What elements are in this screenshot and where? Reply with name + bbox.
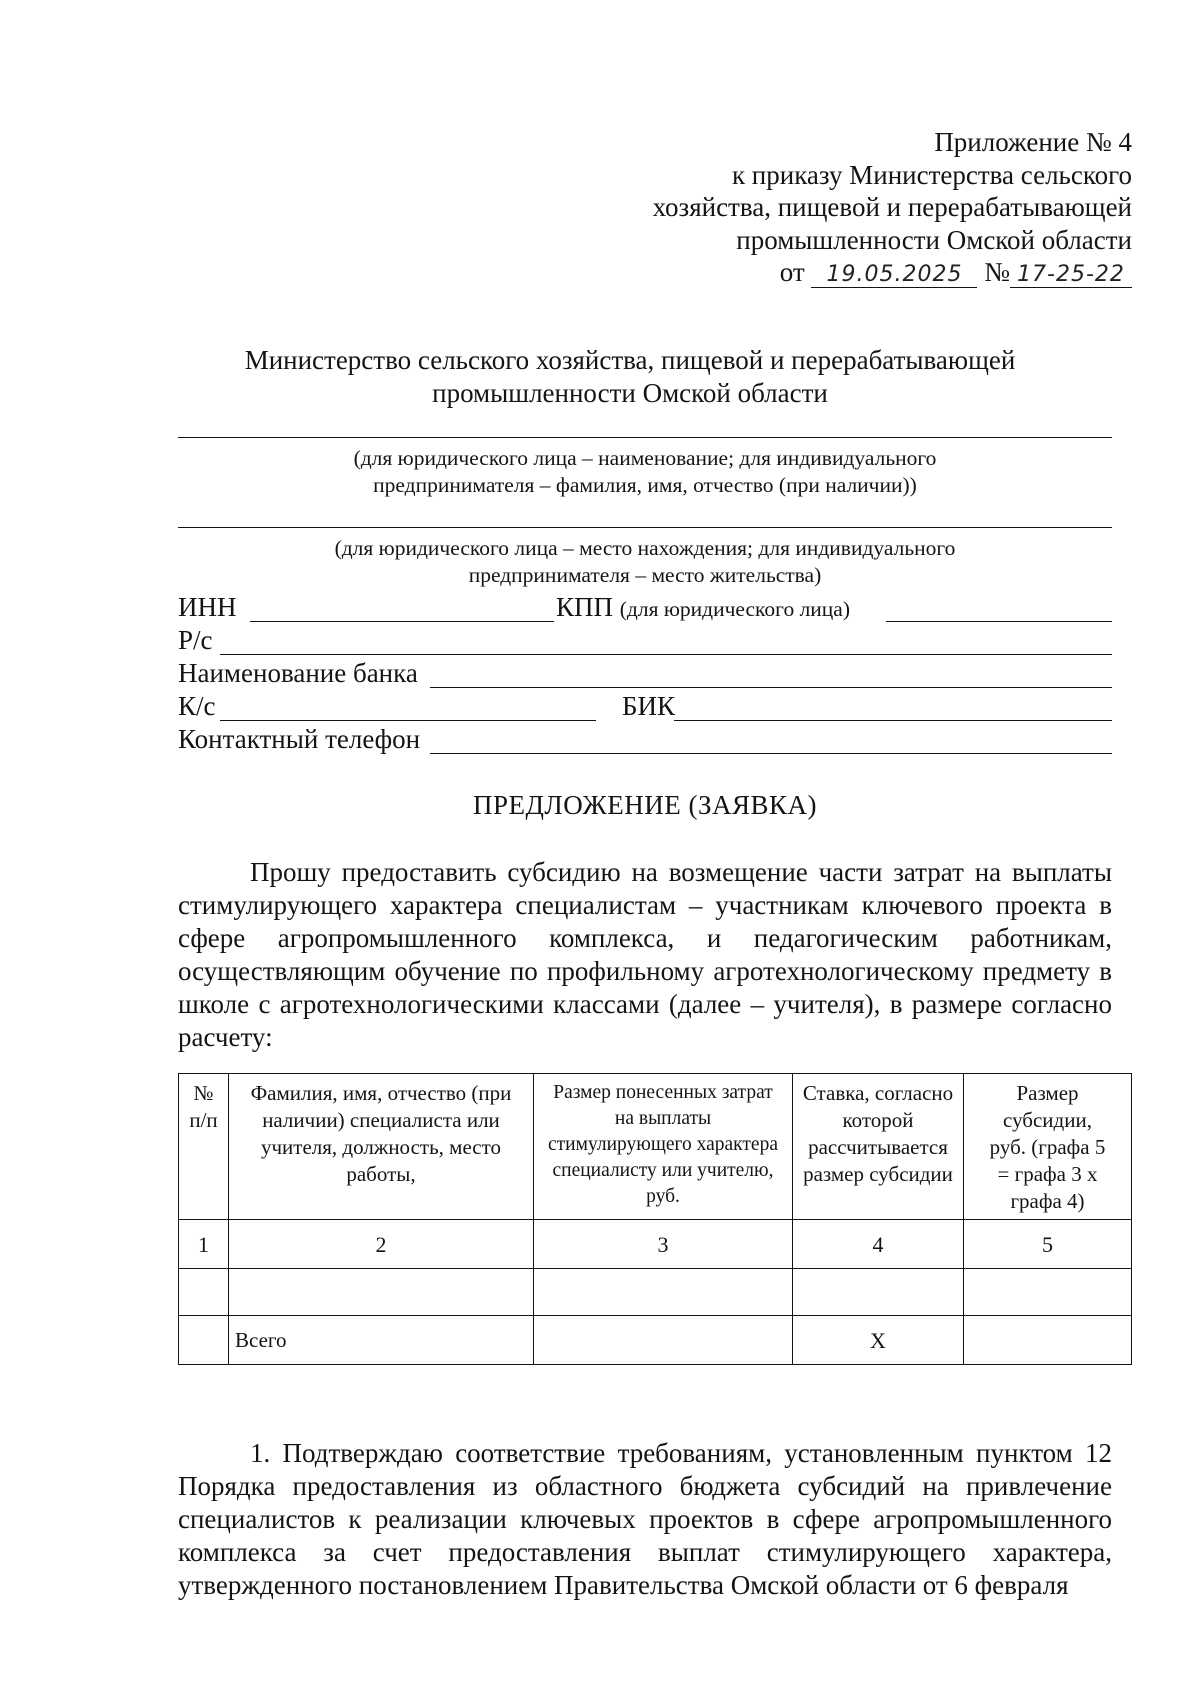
table-total-row [179, 1316, 1132, 1365]
account-row [178, 625, 1112, 657]
corr-account-label: К/с [178, 691, 216, 721]
appendix-block [520, 126, 1132, 289]
header-cell-name: Фамилия, имя, отчество (при наличии) специалиста или учителя, должность, место работы, [229, 1074, 534, 1220]
column-number-2: 2 [229, 1220, 534, 1269]
request-paragraph [178, 856, 1112, 1054]
header-cell-rate: Ставка, согласно которой рассчитывается размер субсидии [793, 1074, 964, 1220]
kpp-input-line[interactable] [886, 621, 1112, 622]
account-input-line[interactable] [220, 654, 1112, 655]
applicant-address-caption [178, 535, 1112, 589]
table-header-row [179, 1074, 1132, 1220]
order-date-handwritten: 19.05.2025 [811, 263, 977, 288]
appendix-ministry-line: хозяйства, пищевой и перерабатывающей [652, 192, 1132, 222]
appendix-date-line [520, 256, 1132, 289]
ministry-line-2: промышленности Омской области [432, 378, 828, 408]
total-rate-mark: X [793, 1316, 964, 1365]
number-prefix: № [984, 257, 1010, 287]
applicant-name-caption [178, 445, 1112, 499]
bank-name-label: Наименование банка [178, 658, 418, 688]
kpp-label: КПП (для юридического лица) [556, 592, 851, 622]
kpp-note: (для юридического лица) [619, 597, 851, 621]
column-number-3: 3 [534, 1220, 793, 1269]
column-number-5: 5 [964, 1220, 1132, 1269]
appendix-order-line: к приказу Министерства сельского [731, 159, 1132, 190]
applicant-address-caption-2: предпринимателя – место жительства) [468, 563, 822, 587]
bank-name-row [178, 658, 1112, 690]
empty-cell[interactable] [964, 1269, 1132, 1316]
date-prefix: от [779, 257, 805, 287]
phone-label: Контактный телефон [178, 724, 421, 754]
inn-label: ИНН [178, 592, 237, 622]
appendix-title: Приложение № 4 [934, 127, 1132, 157]
total-label: Всего [229, 1316, 534, 1365]
phone-input-line[interactable] [430, 753, 1112, 754]
appendix-region-line: промышленности Омской области [736, 224, 1132, 255]
header-cell-subsidy: Размер субсидии, руб. (графа 5 = графа 3 х графа 4) [964, 1074, 1132, 1220]
applicant-name-caption-2: предпринимателя – фамилия, имя, отчество (при наличии)) [373, 473, 917, 497]
applicant-address-line [178, 527, 1112, 528]
empty-cell[interactable] [229, 1269, 534, 1316]
header-cell-costs: Размер понесенных затрат на выплаты стимулирующего характера специалисту или учителю, руб. [534, 1074, 793, 1220]
bik-input-line[interactable] [674, 720, 1112, 721]
empty-cell[interactable] [534, 1269, 793, 1316]
confirmation-paragraph [178, 1437, 1112, 1602]
ministry-line-1: Министерство сельского хозяйства, пищевой и перерабатывающей [244, 345, 1016, 375]
applicant-name-caption-1: (для юридического лица – наименование; для индивидуального [353, 446, 937, 470]
confirmation-text: 1. Подтверждаю соответствие требованиям, установленным пунктом 12 Порядка предоставления из областного бюджета субсидий на привлечение специалистов к реализации ключевых проектов в сфере агропромышленного комплекса за счет предоставления выплат стимулирующего характера, утвержденного постановлением Правительства Омской области от 6 февраля [178, 1438, 1112, 1600]
inn-input-line[interactable] [250, 621, 554, 622]
corr-bik-row [178, 691, 1112, 723]
total-subsidy-cell[interactable] [964, 1316, 1132, 1365]
empty-cell[interactable] [793, 1269, 964, 1316]
corr-account-input-line[interactable] [220, 720, 596, 721]
phone-row [178, 724, 1112, 756]
calculation-table [178, 1073, 1132, 1365]
total-costs-cell[interactable] [534, 1316, 793, 1365]
header-cell-number: № п/п [179, 1074, 229, 1220]
applicant-name-line [178, 437, 1112, 438]
ministry-addressee [180, 344, 1080, 410]
table-row [179, 1220, 1132, 1269]
applicant-address-caption-1: (для юридического лица – место нахождения; для индивидуального [334, 536, 956, 560]
empty-cell[interactable] [179, 1269, 229, 1316]
bank-name-input-line[interactable] [430, 687, 1112, 688]
request-text: Прошу предоставить субсидию на возмещение части затрат на выплаты стимулирующего характера специалистам – участникам ключевого проекта в сфере агропромышленного комплекса, и педагогическим работникам, осуществляющим обучение по профильному агротехнологическому предмету в школе с агротехнологическими классами (далее – учителя), в размере согласно расчету: [178, 857, 1112, 1052]
bik-label: БИК [622, 691, 676, 721]
column-number-1: 1 [179, 1220, 229, 1269]
column-number-4: 4 [793, 1220, 964, 1269]
document-heading: ПРЕДЛОЖЕНИЕ (ЗАЯВКА) [472, 790, 818, 820]
order-number-handwritten: 17-25-22 [1010, 263, 1132, 288]
inn-kpp-row [178, 592, 1112, 624]
account-label: Р/с [178, 625, 213, 655]
table-row [179, 1269, 1132, 1316]
empty-cell[interactable] [179, 1316, 229, 1365]
